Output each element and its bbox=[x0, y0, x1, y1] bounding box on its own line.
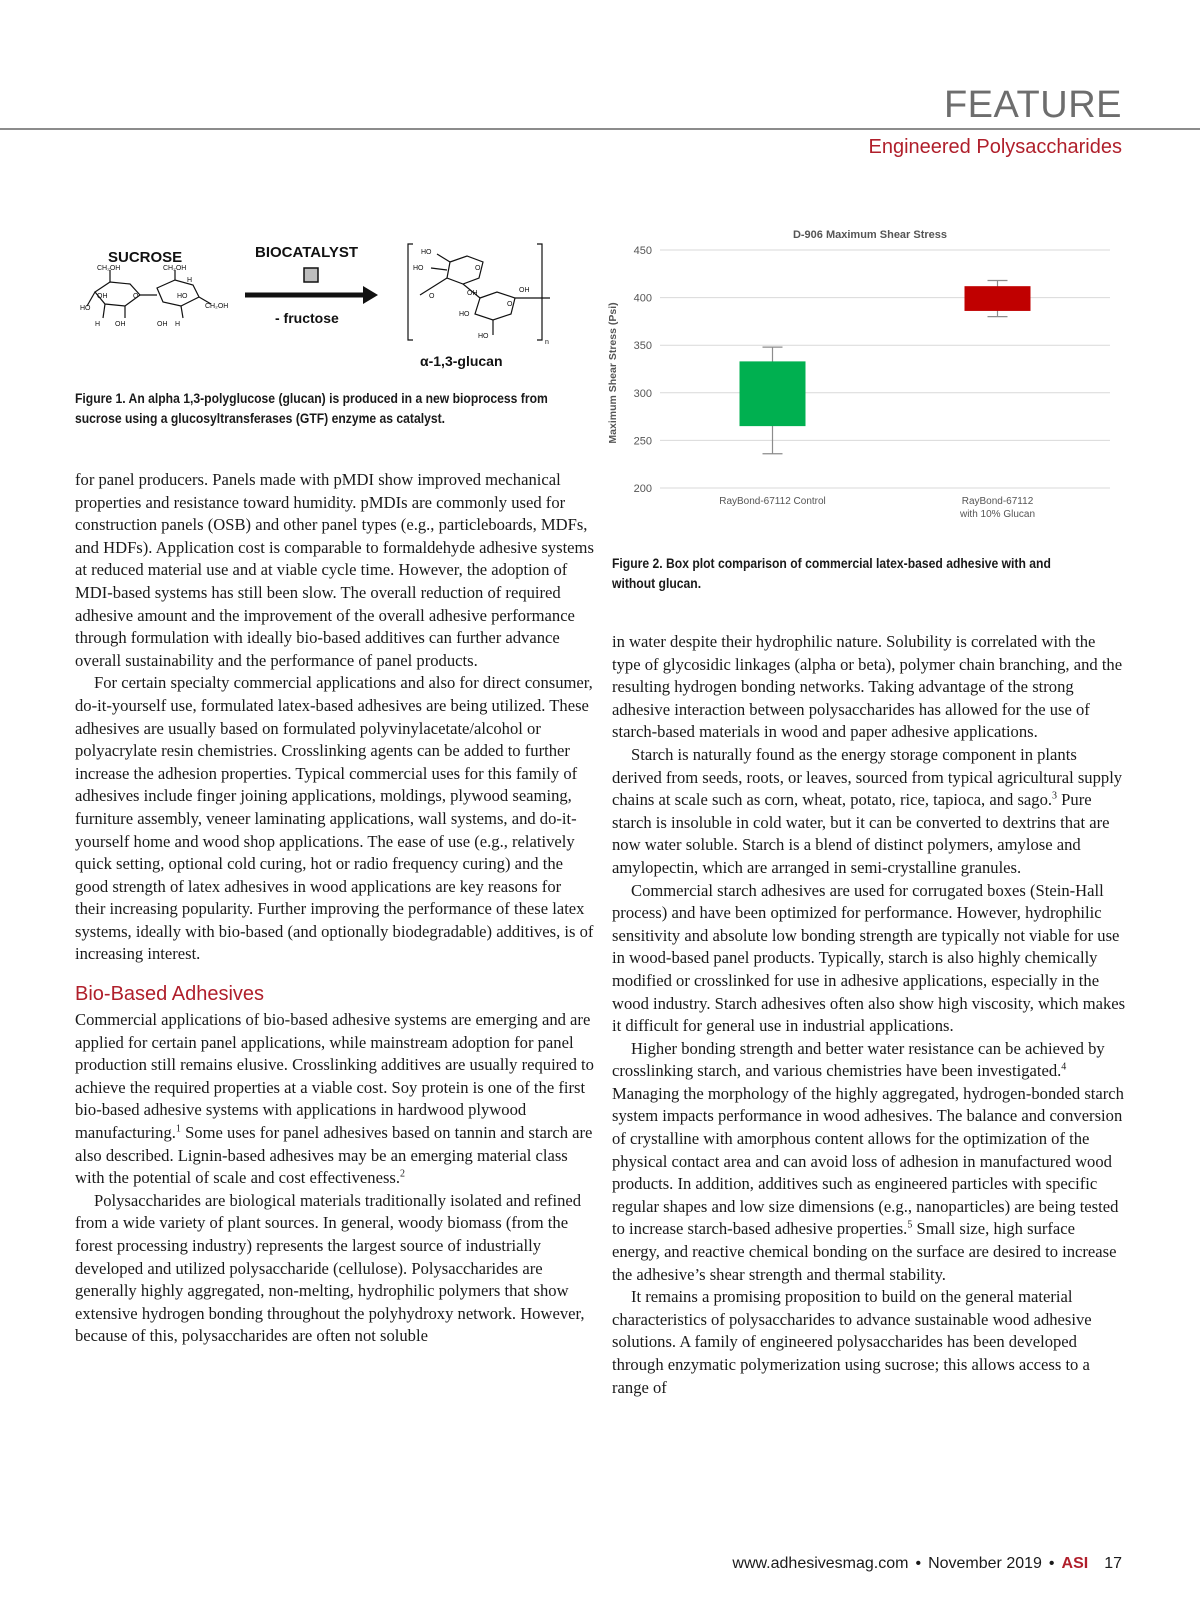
paragraph: It remains a promising proposition to build on the general material characteristics of polysaccharides to advance sustainable wood adhesive solutions. A family of engineered polysaccharides has been developed through enzymatic polymerization using sucrose; this allows access to a range of bbox=[612, 1287, 1092, 1397]
x-tick-label bbox=[959, 496, 1035, 520]
sucrose-atom-labels bbox=[80, 265, 228, 328]
fructose-label: - fructose bbox=[275, 310, 339, 326]
text-run: Starch is naturally found as the energy storage component in plants derived from seeds, roots, or leaves, sourced from typical agricultural supply chains at scale such as corn, wheat, potato, rice, tapioca, and sago. bbox=[612, 744, 1123, 810]
reference-superscript: 5 bbox=[907, 1219, 913, 1231]
y-tick-label: 450 bbox=[633, 245, 652, 257]
svg-text:CH₂OH: CH₂OH bbox=[163, 265, 187, 272]
x-tick-label-line: with 10% Glucan bbox=[959, 509, 1036, 520]
x-tick-label-line: RayBond-67112 bbox=[961, 496, 1034, 507]
svg-text:CH₂OH: CH₂OH bbox=[205, 303, 229, 310]
svg-text:H: H bbox=[175, 321, 181, 328]
svg-text:HO: HO bbox=[459, 311, 470, 318]
svg-text:n: n bbox=[545, 339, 549, 346]
chart-title: D-906 Maximum Shear Stress bbox=[792, 229, 948, 241]
text-run: Commercial applications of bio-based adhesive systems are emerging and are applied for certain panel applications, while mainstream adoption for panel production still remains elusive. Crosslinking additives are usually required to achieve the required properties at a viable cost. Soy protein is one of the first bio-based adhesive systems with applications in hardwood plywood manufacturing. bbox=[75, 1010, 594, 1143]
text-run: Pure starch is insoluble in cold water, but it can be converted to dextrins that are now water soluble. Starch is a blend of distinct polymers, amylose and amylopectin, which are arranged in semi-crystalline granules. bbox=[612, 790, 1110, 877]
figure2-box-plot bbox=[607, 228, 1120, 538]
y-tick-label: 200 bbox=[633, 483, 652, 495]
box-glucan bbox=[965, 286, 1031, 311]
reference-superscript: 3 bbox=[1052, 790, 1058, 802]
svg-text:HO: HO bbox=[80, 305, 91, 312]
sucrose-label: SUCROSE bbox=[108, 249, 183, 266]
y-tick-label: 300 bbox=[633, 387, 652, 400]
glucan-label: α-1,3-glucan bbox=[420, 353, 503, 369]
y-tick-label: 350 bbox=[633, 340, 652, 353]
figure1-caption: Figure 1. An alpha 1,3-polyglucose (glucan) is produced in a new bioprocess from sucrose using a glucosyltransferases (GTF) enzyme as catalyst. bbox=[75, 391, 548, 426]
page-number: 17 bbox=[1104, 1555, 1122, 1572]
svg-text:HO: HO bbox=[478, 333, 489, 340]
paragraph: Polysaccharides are biological materials traditionally isolated and refined from a wide variety of plant sources. In general, woody biomass (from the forest processing industry) represents the largest source of industrially developed and utilized polysaccharide (cellulose). Polysaccharides are generally highly aggregated, non-melting, hydrophilic polymers that show extensive hydrogen bonding throughout the polyhydroxy network. However, because of this, polysaccharides are often not soluble bbox=[75, 1190, 585, 1346]
svg-text:CH₂OH: CH₂OH bbox=[97, 265, 121, 272]
box-control bbox=[740, 361, 806, 426]
svg-text:OH: OH bbox=[97, 293, 108, 300]
svg-text:OH: OH bbox=[519, 287, 530, 294]
reaction-arrow-head bbox=[363, 286, 378, 304]
paragraph: for panel producers. Panels made with pMDI show improved mechanical properties and resistance toward humidity. pMDIs are commonly used for construction panels (OSB) and other panel types (e.g., particleboards, MDFs, and HDFs). Application cost is comparable to formaldehyde adhesive systems at reduced material use and at viable cycle time. However, the adoption of MDI-based systems has still been slow. The overall reduction of required adhesive amount and the improvement of the overall adhesive performance through formulation with ideally bio-based additives can further advance overall sustainability and the performance of panel products. bbox=[75, 470, 594, 670]
right-column bbox=[612, 631, 1127, 1399]
text-run: Managing the morphology of the highly aggregated, hydrogen-bonded starch system impacts performance in wood adhesives. The balance and conversion of crystalline with amorphous content allows for the optimization of the physical contact area and can avoid loss of adhesion in manufactured wood products. In addition, additives such as engineered particles with specific regular shapes and low size dimensions (e.g., nanoparticles) are being tested to increase starch-based adhesive properties. bbox=[612, 1083, 1124, 1239]
footer-journal: ASI bbox=[1061, 1555, 1089, 1572]
paragraph bbox=[612, 744, 1127, 880]
y-tick-label: 250 bbox=[633, 435, 652, 448]
reference-superscript: 4 bbox=[1061, 1061, 1067, 1073]
chart-ylabel: Maximum Shear Stress (Psi) bbox=[607, 302, 619, 444]
svg-text:HO: HO bbox=[177, 293, 188, 300]
paragraph: in water despite their hydrophilic nature. Solubility is correlated with the type of glycosidic linkages (alpha or beta), polymer chain branching, and the resulting hydrogen bonding networks. Taking advantage of the strong adhesive interaction between polysaccharides has allowed for the use of starch-based materials in wood and paper adhesive applications. bbox=[612, 632, 1123, 742]
footer-bullet: • bbox=[1048, 1555, 1055, 1572]
text-run: Small size, high surface energy, and reactive chemical bonding on the surface are desired to increase the adhesive’s shear strength and thermal stability. bbox=[612, 1219, 1117, 1284]
paragraph: For certain specialty commercial applications and also for direct consumer, do-it-yourself use, formulated latex-based adhesives are being utilized. These adhesives are usually based on formulated polyvinylacetate/alcohol or polyacrylate resin chemistries. Crosslinking agents can be added to further increase the adhesion properties. Typical commercial uses for this family of adhesives include finger joining applications, moldings, plywood seaming, furniture assembly, veneer laminating applications, wall systems, and do-it-yourself home and wood shop applications. The ease of use (e.g., relatively quick setting, optional cold curing, hot or radio frequency curing) and the good strength of latex adhesives in wood applications are key reasons for their increasing popularity. Further improving the performance of these latex systems, ideally with bio-based (and optionally biodegradable) additives, is of increasing interest. bbox=[75, 673, 594, 964]
footer-url: www.adhesivesmag.com bbox=[732, 1555, 909, 1572]
svg-text:O: O bbox=[507, 301, 513, 308]
paragraph: Commercial starch adhesives are used for corrugated boxes (Stein-Hall process) and have been optimized for performance. However, hydrophilic sensitivity and absolute low bonding strength are typically not viable for use in wood-based panel products. Typically, starch is also highly chemically modified or crosslinked for use in adhesive applications, especially in the wood industry. Starch adhesives often also show high viscosity, which makes it difficult for general use in industrial applications. bbox=[612, 880, 1126, 1036]
svg-text:HO: HO bbox=[421, 249, 432, 256]
svg-text:O: O bbox=[475, 265, 481, 272]
section-subtitle: Engineered Polysaccharides bbox=[868, 136, 1122, 158]
x-tick-label: RayBond-67112 Control bbox=[719, 496, 826, 507]
footer-date: November 2019 bbox=[928, 1555, 1042, 1572]
footer-bullet: • bbox=[915, 1555, 922, 1572]
left-column bbox=[75, 469, 595, 1348]
biocatalyst-label: BIOCATALYST bbox=[255, 244, 359, 261]
reference-superscript: 2 bbox=[400, 1168, 406, 1180]
paragraph bbox=[75, 1009, 595, 1190]
svg-text:H: H bbox=[95, 321, 101, 328]
figure2-caption: Figure 2. Box plot comparison of commercial latex-based adhesive with and without glucan. bbox=[612, 556, 1051, 591]
text-run: Higher bonding strength and better water resistance can be achieved by crosslinking starch, and various chemistries have been investigated. bbox=[612, 1038, 1105, 1081]
y-tick-label: 400 bbox=[633, 292, 652, 305]
page-footer bbox=[732, 1555, 1122, 1573]
section-title: FEATURE bbox=[943, 84, 1122, 126]
reference-superscript: 1 bbox=[175, 1123, 181, 1135]
svg-text:O: O bbox=[133, 293, 139, 300]
svg-text:O: O bbox=[429, 293, 435, 300]
enzyme-icon bbox=[304, 268, 318, 282]
svg-text:OH: OH bbox=[115, 321, 126, 328]
header-rule bbox=[0, 128, 1200, 130]
paragraph bbox=[612, 1038, 1127, 1287]
section-heading: Bio-Based Adhesives bbox=[75, 983, 265, 1006]
text-run: Some uses for panel adhesives based on tannin and starch are also described. Lignin-based adhesives may be an emerging material class with the potential of scale and cost effectiveness. bbox=[75, 1123, 593, 1188]
figure1-reaction-scheme bbox=[75, 240, 575, 380]
svg-text:HO: HO bbox=[413, 265, 424, 272]
svg-text:OH: OH bbox=[467, 290, 478, 297]
svg-text:OH: OH bbox=[157, 321, 168, 328]
svg-text:H: H bbox=[187, 277, 193, 284]
